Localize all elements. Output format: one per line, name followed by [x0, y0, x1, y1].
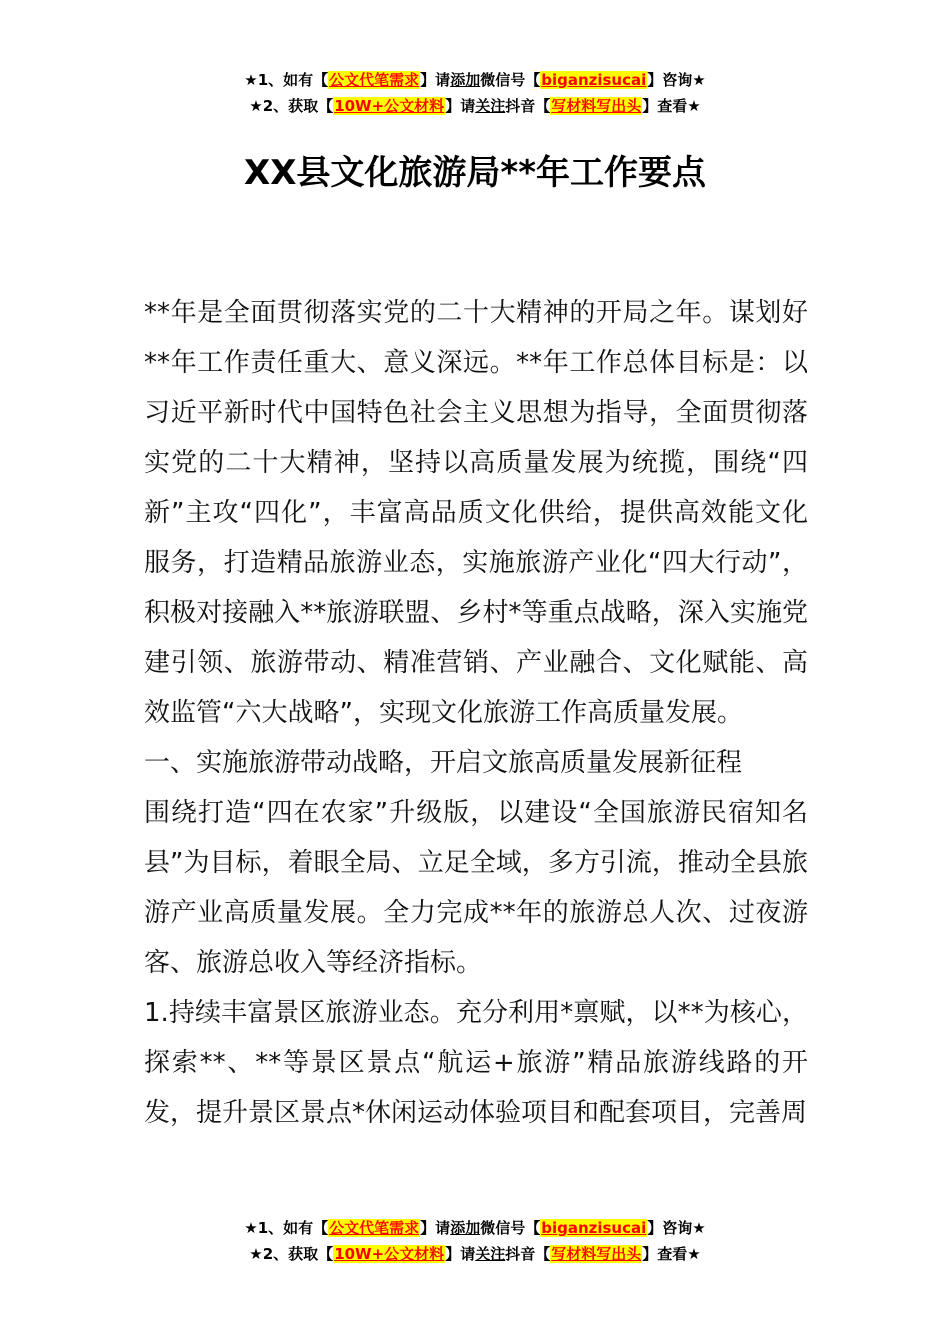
promo-text: 】咨询★	[647, 71, 706, 89]
promo-line-1	[0, 1215, 950, 1241]
promo-underlined: 添加	[450, 1219, 481, 1237]
promo-text: ★2、获取【	[249, 97, 334, 115]
promo-text: ★2、获取【	[249, 1245, 334, 1263]
promo-text: 微信号【	[480, 71, 541, 89]
promo-text: 微信号【	[480, 1219, 541, 1237]
promo-highlight: 写材料写出头	[551, 1245, 642, 1263]
promo-text: ★1、如有【	[244, 71, 329, 89]
promo-banner-bottom	[0, 1215, 950, 1267]
paragraph-intro: **年是全面贯彻落实党的二十大精神的开局之年。谋划好**年工作责任重大、意义深远。**年工作总体目标是：以习近平新时代中国特色社会主义思想为指导，全面贯彻落实党的二十大精神，坚持以高质量发展为统揽，围绕“四新”主攻“四化”，丰富高品质文化供给，提供高效能文化服务，打造精品旅游业态，实施旅游产业化“四大行动”，积极对接融入**旅游联盟、乡村*等重点战略，深入实施党建引领、旅游带动、精准营销、产业融合、文化赋能、高效监管“六大战略”，实现文化旅游工作高质量发展。	[144, 298, 808, 728]
promo-text: 抖音【	[505, 1245, 551, 1263]
promo-text: 】请	[445, 97, 476, 115]
promo-highlight: 公文代笔需求	[329, 71, 420, 89]
promo-line-2	[0, 1241, 950, 1267]
section-heading: 一、实施旅游带动战略，开启文旅高质量发展新征程	[144, 748, 743, 778]
promo-highlight: 公文代笔需求	[329, 1219, 420, 1237]
paragraph-item-1: 1.持续丰富景区旅游业态。充分利用*禀赋，以**为核心，探索**、**等景区景点“航运+旅游”精品旅游线路的开发，提升景区景点*休闲运动体验项目和配套项目，完善周	[144, 998, 808, 1128]
promo-text: ★1、如有【	[244, 1219, 329, 1237]
document-title: XX县文化旅游局**年工作要点	[244, 153, 706, 193]
promo-underlined: 添加	[450, 71, 481, 89]
promo-text: 】查看★	[642, 97, 701, 115]
promo-highlight: 写材料写出头	[551, 97, 642, 115]
paragraph-section-intro: 围绕打造“四在农家”升级版，以建设“全国旅游民宿知名县”为目标，着眼全局、立足全域，多方引流，推动全县旅游产业高质量发展。全力完成**年的旅游总人次、过夜游客、旅游总收入等经济指标。	[144, 798, 808, 978]
promo-highlight: biganzisucai	[541, 71, 647, 89]
promo-underlined: 关注	[475, 97, 506, 115]
promo-text: 】请	[445, 1245, 476, 1263]
promo-underlined: 关注	[475, 1245, 506, 1263]
promo-text: 抖音【	[505, 97, 551, 115]
promo-highlight: 10W+公文材料	[334, 97, 445, 115]
promo-highlight: biganzisucai	[541, 1219, 647, 1237]
promo-highlight: 10W+公文材料	[334, 1245, 445, 1263]
promo-text: 】请	[420, 1219, 451, 1237]
document-body	[144, 288, 808, 1138]
promo-text: 】咨询★	[647, 1219, 706, 1237]
promo-text: 】请	[420, 71, 451, 89]
promo-text: 】查看★	[642, 1245, 701, 1263]
